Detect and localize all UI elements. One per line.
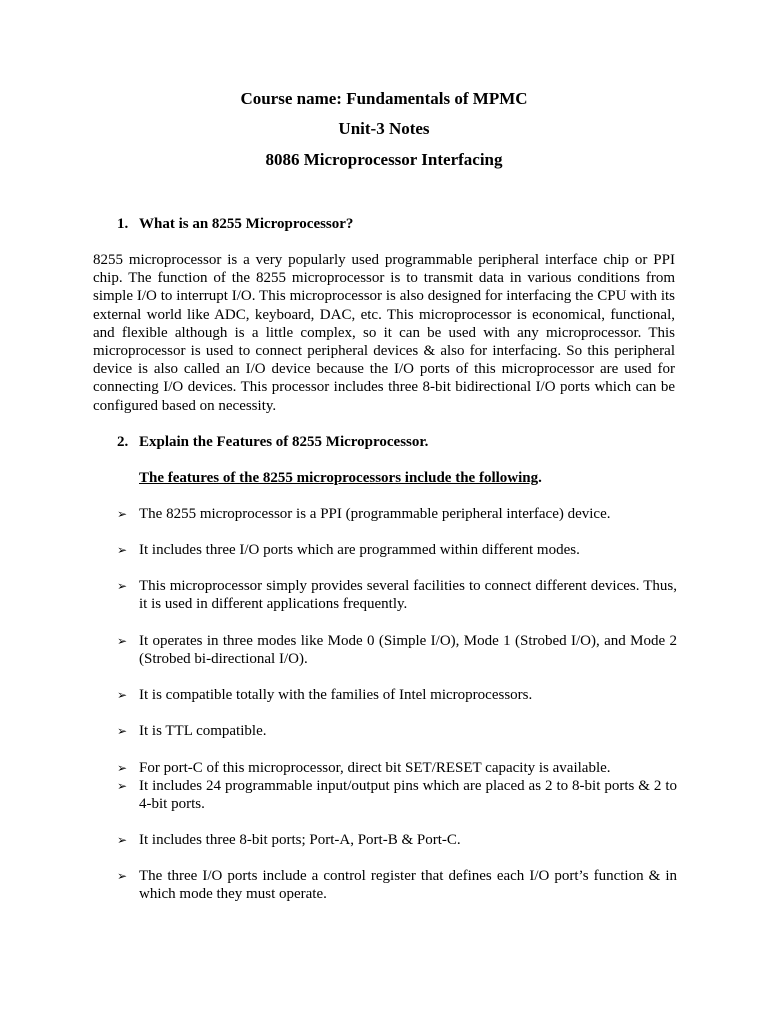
feature-text: This microprocessor simply provides several facilities to connect different devices. Thus, it is used in different applications frequently. bbox=[139, 578, 677, 613]
arrow-bullet-icon: ➢ bbox=[117, 579, 128, 593]
feature-bullet bbox=[117, 722, 677, 740]
course-title: Course name: Fundamentals of MPMC bbox=[240, 89, 528, 108]
question-2-number: 2. bbox=[117, 434, 129, 450]
feature-text: It includes three 8-bit ports; Port-A, Port-B & Port-C. bbox=[139, 832, 461, 848]
arrow-bullet-icon: ➢ bbox=[117, 761, 128, 775]
feature-bullet bbox=[117, 541, 677, 559]
features-subheading bbox=[139, 469, 542, 487]
feature-bullet bbox=[117, 505, 677, 523]
arrow-bullet-icon: ➢ bbox=[117, 724, 128, 738]
unit-title: Unit-3 Notes bbox=[338, 119, 430, 138]
feature-text: It operates in three modes like Mode 0 (Simple I/O), Mode 1 (Strobed I/O), and Mode 2 (Strobed bi-directional I/O). bbox=[139, 633, 677, 668]
feature-bullet bbox=[117, 577, 677, 613]
answer-1-paragraph: 8255 microprocessor is a very popularly used programmable peripheral interface chip or PPI chip. The function of the 8255 microprocessor is to transmit data in various conditions from simple I/O to interrupt I/O. This microprocessor is also designed for interfacing the CPU with its external world like ADC, keyboard, DAC, etc. This microprocessor is economical, functional, and flexible although is a little complex, so it can be used with any microprocessor. This microprocessor is used to connect peripheral devices & also for interfacing. So this peripheral device is also called an I/O device because the I/O ports of this microprocessor are used for connecting I/O devices. This processor includes three 8-bit bidirectional I/O ports which can be configured based on necessity. bbox=[93, 252, 675, 414]
arrow-bullet-icon: ➢ bbox=[117, 634, 128, 648]
feature-text: It includes three I/O ports which are programmed within different modes. bbox=[139, 542, 580, 558]
features-subheading-text: The features of the 8255 microprocessors include the following bbox=[139, 470, 539, 486]
arrow-bullet-icon: ➢ bbox=[117, 779, 128, 793]
feature-bullet bbox=[117, 831, 677, 849]
question-1-text: What is an 8255 Microprocessor? bbox=[139, 216, 354, 232]
arrow-bullet-icon: ➢ bbox=[117, 507, 128, 521]
feature-text: For port-C of this microprocessor, direct bit SET/RESET capacity is available. bbox=[139, 760, 611, 776]
feature-bullet bbox=[117, 777, 677, 813]
arrow-bullet-icon: ➢ bbox=[117, 688, 128, 702]
feature-text: It includes 24 programmable input/output pins which are placed as 2 to 8-bit ports & 2 to 4-bit ports. bbox=[139, 778, 677, 813]
feature-bullet bbox=[117, 686, 677, 704]
feature-bullet bbox=[117, 632, 677, 668]
question-2-text: Explain the Features of 8255 Microprocessor. bbox=[139, 434, 429, 450]
arrow-bullet-icon: ➢ bbox=[117, 833, 128, 847]
question-2 bbox=[117, 433, 428, 451]
question-1-number: 1. bbox=[117, 216, 129, 232]
feature-text: The 8255 microprocessor is a PPI (programmable peripheral interface) device. bbox=[139, 506, 611, 522]
question-1 bbox=[117, 215, 353, 233]
arrow-bullet-icon: ➢ bbox=[117, 543, 128, 557]
feature-bullet bbox=[117, 759, 677, 777]
feature-text: The three I/O ports include a control register that defines each I/O port’s function & in which mode they must operate. bbox=[139, 868, 677, 903]
feature-text: It is TTL compatible. bbox=[139, 723, 267, 739]
feature-bullet bbox=[117, 867, 677, 903]
feature-text: It is compatible totally with the families of Intel microprocessors. bbox=[139, 687, 533, 703]
topic-title: 8086 Microprocessor Interfacing bbox=[265, 150, 503, 169]
arrow-bullet-icon: ➢ bbox=[117, 869, 128, 883]
features-subheading-period: . bbox=[538, 470, 542, 486]
